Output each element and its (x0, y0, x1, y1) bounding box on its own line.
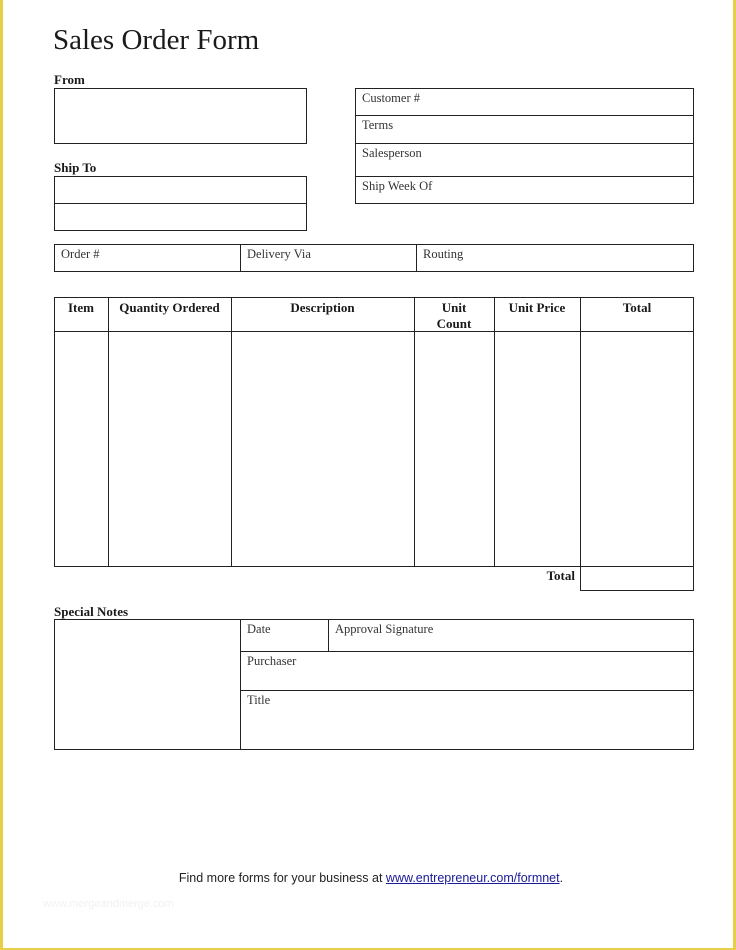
order-number-field[interactable]: Order # (61, 247, 100, 261)
approval-signature-field[interactable]: Approval Signature (335, 622, 434, 636)
delivery-via-field[interactable]: Delivery Via (247, 247, 311, 261)
special-notes-field[interactable] (55, 620, 240, 749)
total-column-entry[interactable] (581, 332, 693, 566)
customer-number-label: Customer # (362, 91, 420, 105)
footer-link[interactable]: www.entrepreneur.com/formnet (385, 871, 560, 885)
column-header-quantity-ordered: Quantity Ordered (119, 300, 220, 315)
ship-week-label: Ship Week Of (362, 179, 433, 193)
terms-label: Terms (362, 118, 394, 132)
footer-prefix: Find more forms for your business at (178, 871, 386, 885)
unit-count-column-entry[interactable] (415, 332, 494, 566)
terms-field[interactable] (355, 115, 694, 144)
ship-week-field[interactable] (355, 176, 694, 204)
column-header-unit-price: Unit Price (508, 300, 566, 315)
title-field[interactable]: Title (247, 693, 271, 707)
salesperson-field[interactable] (355, 143, 694, 177)
from-field[interactable] (54, 88, 307, 144)
unit-price-column-entry[interactable] (495, 332, 580, 566)
salesperson-label: Salesperson (362, 146, 422, 160)
description-column-entry[interactable] (232, 332, 414, 566)
watermark: www.mergeandmerge.com (43, 898, 174, 910)
footer-suffix: . (559, 871, 564, 885)
grand-total-field[interactable] (580, 566, 694, 591)
purchaser-field[interactable]: Purchaser (247, 654, 297, 668)
quantity-column-entry[interactable] (109, 332, 231, 566)
ship-to-field-line-1[interactable] (54, 176, 307, 204)
customer-number-field[interactable] (355, 88, 694, 116)
ship-to-field-line-2[interactable] (54, 203, 307, 231)
column-header-description: Description (290, 300, 355, 315)
footer-text (3, 871, 736, 885)
special-notes-label: Special Notes (54, 604, 129, 619)
column-header-item: Item (68, 300, 94, 315)
from-label: From (54, 72, 85, 87)
page-title: Sales Order Form (53, 24, 260, 56)
ship-to-label: Ship To (54, 160, 97, 175)
column-header-unit-count: Unit Count (436, 300, 472, 331)
routing-field[interactable]: Routing (423, 247, 464, 261)
column-header-total: Total (622, 300, 652, 315)
date-field[interactable]: Date (247, 622, 271, 636)
grand-total-label: Total (546, 568, 575, 583)
item-column-entry[interactable] (55, 332, 108, 566)
